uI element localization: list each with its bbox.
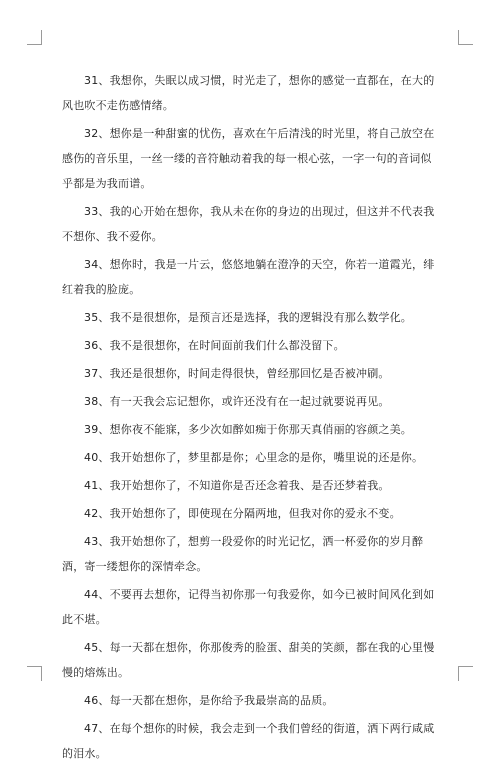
corner-mark-top-left: [27, 30, 42, 45]
paragraph-40: 40、我开始想你了，梦里都是你；心里念的是你，嘴里说的还是你。: [84, 451, 424, 464]
paragraph-44: 44、不要再去想你，记得当初你那一句我爱你，如今已被时间风化到如此不堪。: [62, 588, 435, 626]
paragraph-39: 39、想你夜不能寐，多少次如醉如痴于你那天真俏丽的容颜之美。: [84, 423, 412, 436]
paragraph-42: 42、我开始想你了，即使现在分隔两地，但我对你的爱永不变。: [84, 507, 401, 520]
corner-mark-top-right: [458, 30, 473, 45]
paragraph-31: 31、我想你，失眠以成习惯，时光走了，想你的感觉一直都在，在大的风也吹不走伤感情绪。: [62, 74, 435, 112]
paragraph-33: 33、我的心开始在想你，我从未在你的身边的出现过，但这并不代表我不想你、我不爱你。: [62, 205, 435, 243]
paragraph-36: 36、我不是很想你，在时间面前我们什么都没留下。: [84, 339, 345, 352]
paragraph-45: 45、每一天都在想你，你那俊秀的脸蛋、甜美的笑颜，都在我的心里慢慢的熔炼出。: [62, 641, 435, 679]
paragraph-46: 46、每一天都在想你，是你给予我最崇高的品质。: [84, 694, 334, 707]
paragraph-35: 35、我不是很想你，是预言还是选择，我的逻辑没有那么数学化。: [84, 311, 412, 324]
paragraph-38: 38、有一天我会忘记想你，或许还没有在一起过就要说再见。: [84, 395, 390, 408]
paragraph-43: 43、我开始想你了，想剪一段爱你的时光记忆，洒一杯爱你的岁月醉酒，寄一缕想你的深情牵念。: [62, 535, 424, 573]
paragraph-37: 37、我还是很想你，时间走得很快，曾经那回忆是否被冲刷。: [84, 367, 390, 380]
corner-mark-bottom-right: [458, 666, 473, 681]
paragraph-47: 47、在每个想你的时候，我会走到一个我们曾经的街道，洒下两行咸咸的泪水。: [62, 722, 435, 760]
paragraph-32: 32、想你是一种甜蜜的忧伤，喜欢在午后清浅的时光里，将自己放空在感伤的音乐里，一丝一缕的音符触动着我的每一根心弦，一字一句的音词似乎都是为我而谱。: [62, 127, 435, 190]
corner-mark-bottom-left: [27, 666, 42, 681]
paragraph-34: 34、想你时，我是一片云，悠悠地躺在澄净的天空，你若一道霞光，绯红着我的脸庞。: [62, 258, 435, 296]
document-body: [62, 68, 442, 769]
paragraph-41: 41、我开始想你了，不知道你是否还念着我、是否还梦着我。: [84, 479, 390, 492]
